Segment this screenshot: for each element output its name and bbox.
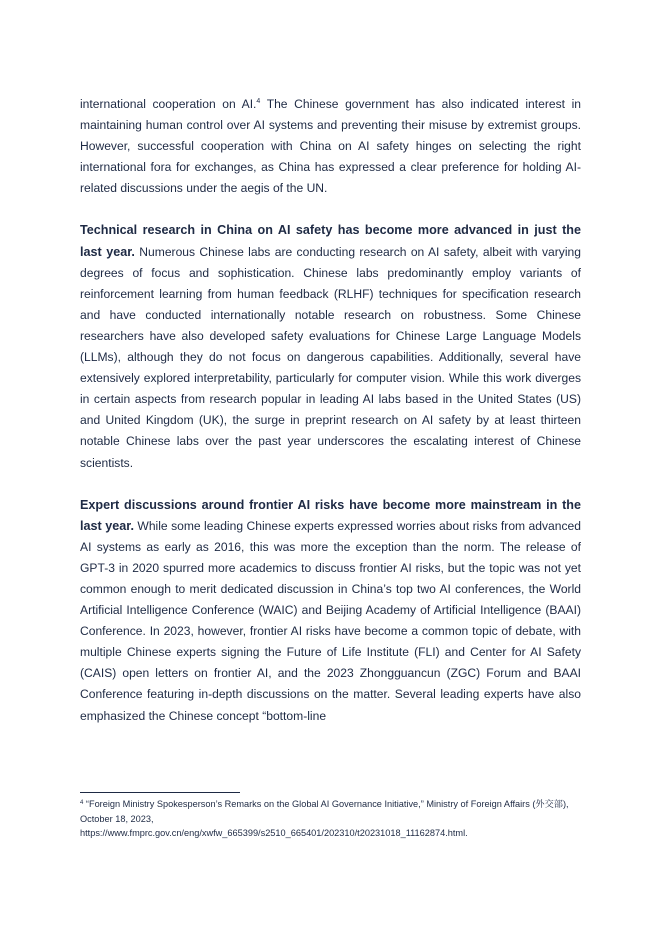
footnote-separator xyxy=(80,792,240,793)
paragraph-technical-research xyxy=(80,220,581,473)
paragraph-lead-sentence: Expert discussions around frontier AI risks have become more mainstream in the last year. xyxy=(80,497,581,533)
footnote-link[interactable]: https://www.fmprc.gov.cn/eng/xwfw_665399/s2510_665401/202310/t20231018_11162874.html. xyxy=(80,828,468,839)
paragraph-text: The Chinese government has also indicated interest in maintaining human control over AI systems and preventing their misuse by extremist groups. However, successful cooperation with China on AI safety hinges on selecting the right international fora for exchanges, as China has expressed a clear preference for holding AI-related discussions under the aegis of the UN. xyxy=(80,97,582,196)
footnote-reference[interactable]: 4 xyxy=(256,98,261,105)
paragraph-text: While some leading Chinese experts expressed worries about risks from advanced AI systems as early as 2016, this was more the exception than the norm. The release of GPT-3 in 2020 spurred more academics to discuss frontier AI risks, but the topic was not yet common enough to merit dedicated discussion in China’s top two AI conferences, the World Artificial Intelligence Conference (WAIC) and Beijing Academy of Artificial Intelligence (BAAI) Conference. In 2023, however, frontier AI risks have become a common topic of debate, with multiple Chinese experts signing the Future of Life Institute (FLI) and Center for AI Safety (CAIS) open letters on frontier AI, and the 2023 Zhongguancun (ZGC) Forum and BAAI Conference featuring in-depth discussions on the matter. Several leading experts have also emphasized the Chinese concept “bottom-line xyxy=(80,518,581,723)
footnote-citation: “Foreign Ministry Spokesperson’s Remarks on the Global AI Governance Initiative,” Ministry of Foreign Affairs (外交部), October 18, 2023, xyxy=(80,799,569,824)
paragraph-lead-sentence: Technical research in China on AI safety has become more advanced in just the last year. xyxy=(80,223,581,259)
footnote xyxy=(80,797,581,841)
paragraph-expert-discussions xyxy=(80,495,581,727)
paragraph-text: Numerous Chinese labs are conducting research on AI safety, albeit with varying degrees of focus and sophistication. Chinese labs predominantly employ variants of reinforcement learning from human feedback (RLHF) techniques for specification research and have conducted internationally notable research on robustness. Some Chinese researchers have also developed safety evaluations for Chinese Large Language Models (LLMs), although they do not focus on dangerous capabilities. Additionally, several have extensively explored interpretability, particularly for computer vision. While this work diverges in certain aspects from research popular in leading AI labs based in the United States (US) and United Kingdom (UK), the surge in preprint research on AI safety by at least thirteen notable Chinese labs over the past year underscores the escalating interest of Chinese scientists. xyxy=(80,244,581,470)
document-body xyxy=(80,94,581,727)
paragraph-text-start: international cooperation on AI. xyxy=(80,97,257,111)
footnote-number: 4 xyxy=(80,800,84,806)
paragraph-international-cooperation xyxy=(80,94,581,199)
